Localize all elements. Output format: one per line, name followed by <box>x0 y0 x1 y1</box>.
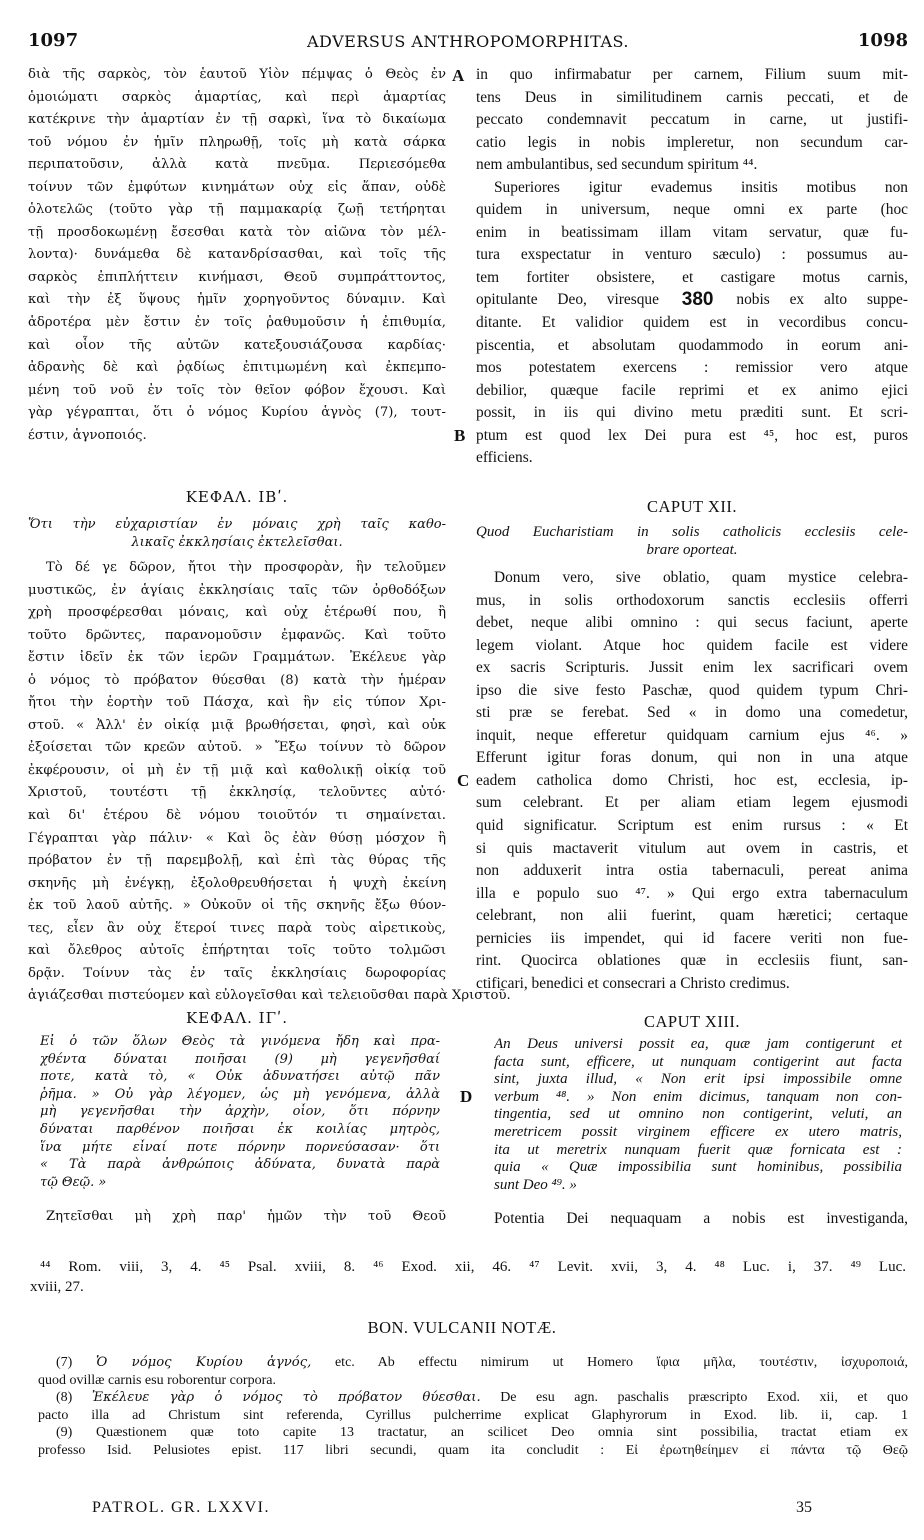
latin-line <box>476 289 908 312</box>
greek-line: σαρκὸς ἐπιπλήττειν κινήμασι, Θεοῦ συμπράττοντος, <box>28 269 446 285</box>
greek-line: λοντα)· δυνάμεθα δὲ κατανδρίσασθαι, καὶ τοῖς τῆς <box>28 247 446 263</box>
latin-line: ipso die sive festo Paschæ, quod quidem typum Chri- <box>476 681 908 699</box>
subtitle-line: sint, juxta illud, « Non erit ipsi impossibile omne <box>494 1071 902 1088</box>
greek-line: ὁλοτελῶς (τοῦτο γὰρ τῇ παμμακαρίᾳ ζωῇ τετήρηται <box>28 202 446 218</box>
latin-line: nem ambulantibus, sed secundum spiritum ⁴⁴. <box>476 156 758 174</box>
inline-page-number: 380 <box>681 289 714 311</box>
latin-line: in quo infirmabatur per carnem, Filium suum mit- <box>476 66 908 83</box>
subtitle-line: meretricem possit virginem efficere ex utero matris, <box>494 1123 902 1140</box>
note-9: (9) Quæstionem quæ toto capite 13 tractatur, an scilicet Deo omnia sint possibilia, tractat etiam ex <box>56 1425 908 1441</box>
note-number: (8) <box>56 1390 73 1406</box>
subtitle-line: verbum ⁴⁸. » Non enim dicimus, tanquam non con- <box>494 1088 902 1105</box>
note-line: professo Isid. Pelusiotes epist. 117 libri secundi, quam ita concludit : Εἰ ἐρωτηθείημεν εἰ πάντα τῷ Θεῷ <box>38 1442 908 1458</box>
latin-line: tura exspectatur in venturo sæculo) : possumus au- <box>476 246 908 264</box>
notes-title: BON. VULCANII NOTÆ. <box>367 1318 557 1337</box>
subtitle-line: μὴ γεγενῆσθαι τὴν ἀρχὴν, οἷον, ὅτι πόρνην <box>40 1104 440 1120</box>
latin-line: quidem in universum, neque omni ex parte (hoc <box>476 201 908 219</box>
subtitle-line: τῷ Θεῷ. » <box>40 1174 107 1190</box>
latin-line: rint. Quocirca oblationes quæ in ecclesiis fiunt, san- <box>476 952 908 970</box>
greek-line: τοῦ νόμου ἐν ἡμῖν πληρωθῇ, τοῖς μὴ κατὰ σάρκα <box>28 134 446 150</box>
note-greek-lemma: Ὁ νόμος Κυρίου ἁγνός, <box>96 1355 312 1370</box>
subtitle-line: quia « Quæ impossibilia sunt hominibus, possibilia <box>494 1159 902 1176</box>
latin-line: sti præ se ferebat. Sed « in domo una comedetur, <box>476 704 908 722</box>
greek-line: καὶ οἷον τῆς αὐτῶν κατεξουσιάζουσα καρδίας· <box>28 337 446 353</box>
latin-line: debet, neque alibi omnino : qui secus faciunt, aperte <box>476 614 908 632</box>
greek-line: στοῦ. « Ἀλλ' ἐν οἰκίᾳ μιᾷ βρωθήσεται, φησὶ, καὶ οὐκ <box>28 717 446 733</box>
greek-chapter-13-body <box>28 1206 446 1229</box>
note-line: pacto illa ad Christum sint referenda, Cyrillus pulcherrime explicat Glaphyrorum in Exod. lib. ii, cap. 1 <box>38 1407 908 1423</box>
latin-line: ditante. Et validior quidem est in vecordibus concu- <box>476 314 908 332</box>
greek-line: καὶ τὴν ἐξ ὕψους ἡμῖν χορηγοῦντος δύναμιν. Καὶ <box>28 292 446 308</box>
latin-line: ptum est quod lex Dei pura est ⁴⁵, hoc est, puros <box>476 426 908 444</box>
greek-chapter-13-heading: ΚΕΦΑΛ. ΙΓʹ. <box>186 1009 288 1027</box>
subtitle-line: sunt Deo ⁴⁹. » <box>494 1176 577 1193</box>
latin-chapter-12-heading: CAPUT XII. <box>647 497 737 516</box>
subtitle-line: χθέντα δύναται ποιῆσαι (9) μὴ γεγενῆσθαί <box>40 1051 440 1067</box>
greek-line: διὰ τῆς σαρκὸς, τὸν ἑαυτοῦ Υἱὸν πέμψας ὁ Θεὸς ἐν <box>28 67 446 82</box>
greek-line: ἁγιάζεσθαι πιστεύομεν καὶ εὐλογεῖσθαι καὶ τελειοῦσθαι παρὰ Χριστοῦ. <box>28 988 511 1003</box>
latin-chapter-13-body <box>476 1208 908 1231</box>
latin-chapter-13-heading: CAPUT XIII. <box>644 1012 740 1031</box>
note-text: De esu agn. paschalis præscripto Exod. xii, et quo <box>480 1390 908 1406</box>
subtitle-line: δύναται παρθένον ποιῆσαι ἐκ κοιλίας μητρὸς, <box>40 1121 440 1137</box>
note-text: etc. Ab effectu nimirum ut Homero ἴφια μῆλα, τουτέστιν, ἰσχυροποιά, <box>311 1355 908 1370</box>
subtitle-line: facta sunt, efficere, ut nunquam contigerint aut facta <box>494 1053 902 1070</box>
latin-line: quid significatur. Scriptum est enim rursus : « Et <box>476 817 908 835</box>
greek-line: Γέγραπται γὰρ πάλιν· « Καὶ ὃς ἐὰν θύσῃ μόσχον ἢ <box>28 830 446 846</box>
note-greek-lemma: Ἐκέλευε γὰρ ὁ νόμος τὸ πρόβατον θύεσθαι. <box>91 1390 481 1406</box>
margin-marker-d: D <box>460 1087 473 1106</box>
latin-line: inquit, neque efferetur quidquam carnium ejus ⁴⁶. » <box>476 726 908 744</box>
latin-line: tens Deus in similitudinem carnis peccati, et de <box>476 88 908 106</box>
greek-line: καὶ ὄλεθρος αὐτοῖς ἐπήρτηται τοῖς τοῦτο τολμῶσι <box>28 943 446 959</box>
note-line: quod ovillæ carnis esu roborentur corpora. <box>38 1372 276 1388</box>
subtitle-line: ποτε, κατὰ τὸ, « Οὐκ ἀδυνατήσει αὐτῷ πᾶν <box>40 1069 440 1085</box>
latin-line: catio legis in nobis impleretur, non secundum car- <box>476 133 908 151</box>
greek-line: ἔστιν ἰδεῖν ἐκ τῶν ἱερῶν Γραμμάτων. Ἐκέλευε γὰρ <box>28 650 446 666</box>
greek-line: ὁμοιώματι σαρκὸς ἁμαρτίας, καὶ περὶ ἁμαρτίας <box>28 89 446 105</box>
latin-line: peccato condemnavit peccatum in carne, ut justifi- <box>476 111 908 129</box>
greek-line: ἐκφέρουσιν, οἱ μὴ ἐν τῇ μιᾷ καὶ καθολικῇ οἰκίᾳ τοῦ <box>28 762 446 778</box>
greek-line: μυστικῶς, ἐν ἁγίαις ἐκκλησίαις ταῖς τῶν ὀρθοδόξων <box>28 582 446 598</box>
greek-line: ἐξοίσεται τῶν κρεῶν αὐτοῦ. » Ἔξω τοίνυν τὸ δῶρον <box>28 740 446 756</box>
series-signature: PATROL. GR. LXXVI. <box>92 1499 270 1516</box>
greek-chapter-12-subtitle <box>28 516 446 551</box>
subtitle-line: ῥῆμα. » Οὐ γὰρ λέγομεν, ὡς μὴ γενόμενα, ἀλλὰ <box>40 1086 440 1102</box>
greek-line: τοῦτο δρῶντες, παρανομοῦσιν ἐμφανῶς. Καὶ τοῦτο <box>28 627 446 643</box>
latin-line: Superiores igitur evademus insitis motibus non <box>494 178 908 196</box>
greek-line: Ζητεῖσθαι μὴ χρὴ παρ' ἡμῶν τὴν τοῦ Θεοῦ <box>46 1209 446 1224</box>
subtitle-line: λικαῖς ἐκκλησίαις ἐκτελεῖσθαι. <box>131 534 343 550</box>
greek-line: Χριστοῦ, τουτέστι τῇ ἐκκλησίᾳ, τελοῦντες αὐτό· <box>28 785 446 801</box>
subtitle-line: brare oporteat. <box>646 541 738 558</box>
latin-line: piscentia, et absolutam quodammodo in eorum ani- <box>476 336 908 354</box>
greek-line: ὁ νόμος τὸ πρόβατον θύεσθαι (8) κατὰ τὴν ἡμέραν <box>28 672 446 688</box>
greek-line: τες, εἶεν ἂν οὐχ ἕτεροί τινες παρὰ τοὺς αἱρετικοὺς, <box>28 920 446 936</box>
latin-line: si quis mactaverit vitulum aut ovem in castris, et <box>476 839 908 857</box>
running-title: ADVERSUS ANTHROPOMORPHITAS. <box>306 32 629 51</box>
greek-line: σκηνῆς μὴ ἐνέγκῃ, ἐξολοθρευθήσεται ἡ ψυχὴ ἐκείνη <box>28 875 446 891</box>
greek-line: περιπατοῦσιν, ἀλλὰ κατὰ πνεῦμα. Περιεσόμεθα <box>28 157 446 173</box>
greek-line: Τὸ δέ γε δῶρον, ἤτοι τὴν προσφορὰν, ἣν τελοῦμεν <box>46 560 446 575</box>
subtitle-line: Ὅτι τὴν εὐχαριστίαν ἐν μόναις χρὴ ταῖς καθο- <box>28 517 446 532</box>
margin-marker-a: A <box>452 66 465 85</box>
latin-line: Potentia Dei nequaquam a nobis est investiganda, <box>494 1210 908 1227</box>
page-footer <box>92 1499 812 1523</box>
subtitle-line: Εἰ ὁ τῶν ὅλων Θεὸς τὰ γινόμενα ἤδη καὶ πρα- <box>40 1034 440 1049</box>
subtitle-line: « Τὰ παρὰ ἀνθρώποις ἀδύνατα, δυνατὰ παρὰ <box>40 1157 440 1173</box>
greek-chapter-12-heading: ΚΕΦΑΛ. ΙΒʹ. <box>185 488 289 506</box>
greek-line: καὶ δι' ἑτέρου δὲ νόμου τοιοῦτόν τι σημαίνεται. <box>28 808 446 824</box>
page-number-left: 1097 <box>28 30 79 51</box>
greek-chapter-12-body <box>28 557 446 985</box>
greek-line: πρόβατον ἐν τῇ παρεμβολῇ, καὶ ἐπὶ τὰς θύρας τῆς <box>28 853 446 869</box>
latin-column-top <box>476 64 908 470</box>
greek-line: γὰρ γέγραπται, ὅτι ὁ νόμος Κυρίου ἁγνὸς (7), τουτ- <box>28 405 446 421</box>
subtitle-line: tingentia, sed ut omnino non contigerint, veluti, an <box>494 1106 902 1123</box>
footnote-line: xviii, 27. <box>30 1279 84 1295</box>
latin-line-part: opitulante Deo, viresque <box>476 291 659 309</box>
subtitle-line: ἵνα μήτε εἶναί ποτε πόρνην πορνεύσασαν· ὅτι <box>40 1139 440 1155</box>
latin-chapter-13-subtitle <box>494 1036 902 1194</box>
latin-line: illa e populo suo ⁴⁷. » Qui ergo extra tabernaculum <box>476 884 908 902</box>
greek-line: τῇ προσδοκωμένῃ ἔσεσθαι κατὰ τὸν αἰῶνα τὸν μέλ- <box>28 224 446 240</box>
latin-line: enim in beatissimam illam vitam servatur, quæ fu- <box>476 223 908 241</box>
greek-line: έστιν, ἁγνοποιός. <box>28 427 147 443</box>
subtitle-line: Quod Eucharistiam in solis catholicis ecclesiis cele- <box>476 524 908 540</box>
greek-line: δρᾷν. Τοίνυν τὰς ἐν ταῖς ἐκκλησίαις δωροφορίας <box>28 965 446 981</box>
footnote-line: ⁴⁴ Rom. viii, 3, 4. ⁴⁵ Psal. xviii, 8. ⁴⁶ Exod. xii, 46. ⁴⁷ Levit. xvii, 3, 4. ⁴⁸ Luc. i, 37. ⁴⁹ Luc. <box>40 1259 906 1275</box>
latin-line: tem fortiter obsistere, et castigare motus carnis, <box>476 268 908 286</box>
latin-line: mos potestatem exercens : remissior vero atque <box>476 359 908 377</box>
latin-line: Efferunt igitur foras donum, qui non in una atque <box>476 749 908 767</box>
gathering-number: 35 <box>796 1499 812 1516</box>
greek-line: ἁδροτέρα μὲν ἔστιν ἐν τοῖς ῥαθυμοῦσιν ἡ ἐπιθυμία, <box>28 315 446 331</box>
latin-line: efficiens. <box>476 449 533 467</box>
note-8 <box>38 1389 908 1407</box>
latin-line-part: nobis ex alto suppe- <box>736 291 908 309</box>
latin-line: legem violant. Atque hoc quidem facile est videre <box>476 636 908 654</box>
latin-line: sum celebrant. Et per aliam etiam legem ejusmodi <box>476 794 908 812</box>
latin-chapter-12-subtitle <box>476 524 908 559</box>
subtitle-line: ita ut meretrix nunquam fuerit quæ fornicata est : <box>494 1141 902 1158</box>
latin-line: celebrant, non alii fuerint, quam hæretici; certaque <box>476 907 908 925</box>
latin-line: non adduxerit intra ostia tabernaculi, pereat anima <box>476 862 908 880</box>
greek-line: μένη τοῦ νοῦ ἐν τοῖς τὸν θεῖον φόβον ἔχουσι. Καὶ <box>28 382 446 398</box>
latin-line: mus, in solis orthodoxorum sanctis ecclesiis offerri <box>476 591 908 609</box>
latin-line: eadem catholica domo Christi, hoc est, ecclesia, ip- <box>476 771 908 789</box>
margin-marker-c: C <box>457 771 470 790</box>
latin-line: debilior, quæque facile reprimi et ex animo ejici <box>476 381 908 399</box>
greek-line: ἀδρανὴς δὲ καὶ ῥᾳδίως ἐπιτιμωμένη καὶ ἐκπεμπο- <box>28 360 446 376</box>
latin-line: ex sacris Scripturis. Jussit enim lex sacrificari ovem <box>476 659 908 677</box>
greek-spanning-line <box>28 985 628 1008</box>
note-7 <box>38 1354 908 1372</box>
latin-line: Donum vero, sive oblatio, quam mystice celebra- <box>494 569 908 586</box>
margin-marker-b: B <box>454 426 466 445</box>
greek-line: ἤτοι τὴν ἑορτὴν τοῦ Πάσχα, καὶ ἣν εἰς τύπον Χρι- <box>28 695 446 711</box>
latin-line: pernicies iis impendet, qui id facere veriti non fue- <box>476 929 908 947</box>
latin-line: ctificari, benedici et consecrari a Christo credimus. <box>476 974 790 992</box>
greek-chapter-13-subtitle <box>40 1033 440 1191</box>
subtitle-line: An Deus universi possit ea, quæ jam contigerunt et <box>494 1036 902 1052</box>
latin-line: possit, in iis qui divino metu præditi sunt. Et scri- <box>476 404 908 422</box>
greek-line: τοίνυν τῶν ἐμφύτων κινημάτων οὐχ εἰς ἅπαν, οὐδὲ <box>28 179 446 195</box>
page-number-right: 1098 <box>857 30 908 51</box>
greek-line: κατέκρινε τὴν ἁμαρτίαν ἐν τῇ σαρκὶ, ἵνα τὸ δικαίωμα <box>28 112 446 128</box>
greek-line: χρὴ προσφέρεσθαι μόναις, καὶ οὐχ ἑτέρωθί που, ἢ <box>28 605 446 621</box>
greek-line: ἐκ τοῦ λαοῦ αὐτῆς. » Οὐκοῦν οἱ τῆς σκηνῆς ἔξω θύον- <box>28 898 446 914</box>
greek-column-top <box>28 64 446 447</box>
page-header <box>28 30 908 56</box>
editor-notes <box>38 1354 908 1460</box>
scripture-footnotes <box>30 1257 906 1297</box>
latin-chapter-12-body <box>476 567 908 995</box>
note-number: (7) <box>56 1355 73 1370</box>
